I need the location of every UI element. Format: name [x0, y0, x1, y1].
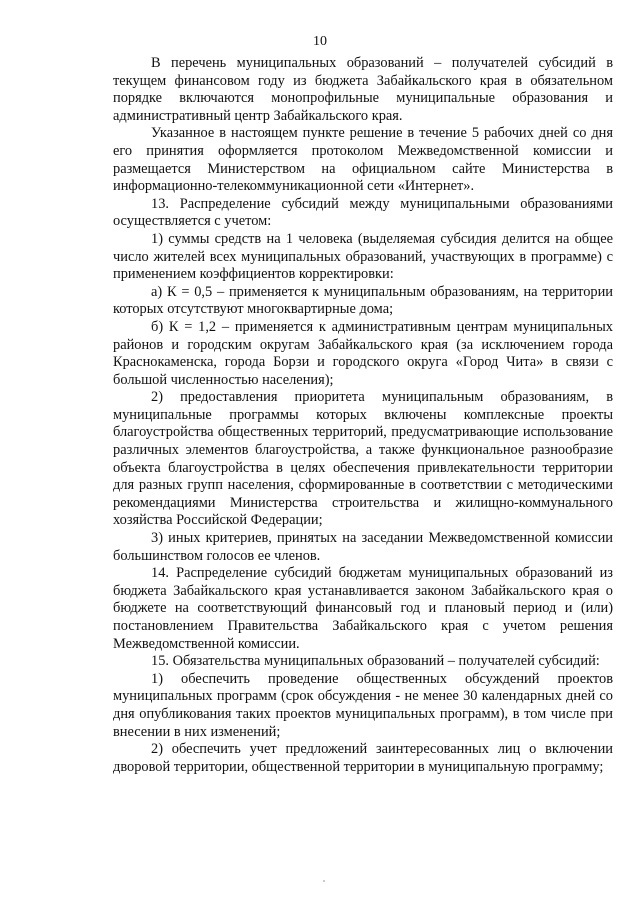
paragraph-item-13-3: 3) иных критериев, принятых на заседании Межведомственной комиссии большинством голосов ее членов. — [113, 530, 613, 564]
paragraph-item-13-2: 2) предоставления приоритета муниципальным образованиям, в муниципальные программы которых включены комплексные проекты благоустройства общественных территорий, предусматривающие использование различных элементов благоустройства, а также функциональное разнообразие объекта благоустройства в целях обеспечения привлекательности территории для разных групп населения, сформированные в соответствии с методическими рекомендациями Министерства строительства и жилищно-коммунального хозяйства Российской Федерации; — [113, 389, 613, 529]
paragraph-item-15-2: 2) обеспечить учет предложений заинтересованных лиц о включении дворовой территории, общественной территории в муниципальную программу; — [113, 741, 613, 775]
paragraph-list-inclusion: В перечень муниципальных образований – получателей субсидий в текущем финансовом году из бюджета Забайкальского края в обязательном порядке включаются монопрофильные муниципальные образования и административный центр Забайкальского края. — [113, 55, 613, 124]
paragraph-item-15-1: 1) обеспечить проведение общественных обсуждений проектов муниципальных программ (срок обсуждения - не менее 30 календарных дней со дня опубликования таких проектов муниципальных программ), в том числе при внесении в них изменений; — [113, 670, 613, 740]
paragraph-item-13-1-a: а) К = 0,5 – применяется к муниципальным образованиям, на территории которых отсутствуют многоквартирные дома; — [113, 283, 613, 318]
paragraph-item-14: 14. Распределение субсидий бюджетам муниципальных образований из бюджета Забайкальского края устанавливается законом Забайкальского края о бюджете на соответствующий финансовый год и плановый период и (или) постановлением Правительства Забайкальского края с учетом решения Межведомственной комиссии. — [113, 565, 613, 652]
page-number: 10 — [313, 34, 327, 49]
paragraph-item-13-1: 1) суммы средств на 1 человека (выделяемая субсидия делится на общее число жителей всех муниципальных образований, участвующих в программе) с применением коэффициентов корректировки: — [113, 230, 613, 283]
paragraph-item-15: 15. Обязательства муниципальных образований – получателей субсидий: — [151, 653, 600, 670]
paragraph-decision-protocol: Указанное в настоящем пункте решение в течение 5 рабочих дней со дня его принятия оформляется протоколом Межведомственной комиссии и размещается Министерством на официальном сайте Министерства в информационно-телекоммуникационной сети «Интернет». — [113, 125, 613, 195]
paragraph-item-13-1-b: б) К = 1,2 – применяется к административным центрам муниципальных районов и городским округам Забайкальского края (за исключением города Краснокаменска, города Борзи и городского округа «Город Чита» в связи с большой численностью населения); — [113, 318, 613, 388]
document-body — [113, 55, 613, 776]
paragraph-item-13: 13. Распределение субсидий между муниципальными образованиями осуществляется с учетом: — [113, 195, 613, 230]
scan-artifact-dot — [323, 880, 325, 882]
